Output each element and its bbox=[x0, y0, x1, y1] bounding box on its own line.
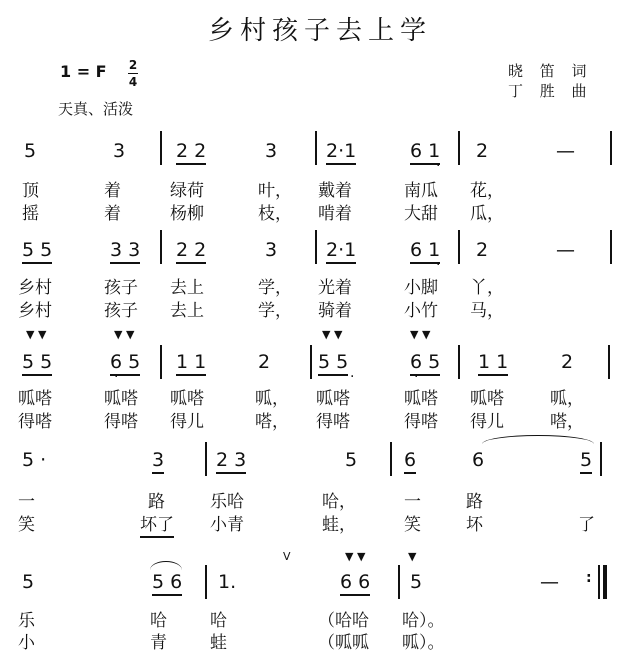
lyric: 路 bbox=[148, 492, 165, 512]
lyric: 杨柳 bbox=[170, 204, 204, 224]
note: 5 bbox=[345, 449, 358, 471]
key-signature: 1 = F bbox=[60, 62, 107, 81]
lyric: 一 bbox=[404, 492, 421, 512]
note: 3 bbox=[152, 449, 164, 474]
note: 5 bbox=[22, 571, 35, 593]
note: 5 5 bbox=[22, 239, 52, 264]
note: 6 1 bbox=[410, 140, 440, 165]
lyric: 学， bbox=[258, 301, 292, 321]
note: — bbox=[540, 571, 559, 593]
lyric: 乡村 bbox=[18, 278, 52, 298]
lyric: 小 bbox=[18, 633, 35, 653]
lyric: 呱， bbox=[550, 389, 584, 409]
lyric: 着 bbox=[104, 181, 121, 201]
note: 1. bbox=[218, 571, 237, 593]
lyric: 大甜 bbox=[404, 204, 438, 224]
note: 3 bbox=[265, 239, 278, 261]
note: 2 bbox=[561, 351, 574, 373]
final-barline bbox=[603, 565, 607, 599]
note: 6 bbox=[472, 449, 485, 471]
accent-mark: ▼ ▼ bbox=[322, 328, 343, 341]
lyric: 得儿 bbox=[470, 412, 504, 432]
lyric: 坏 bbox=[466, 515, 483, 535]
lyric: 得嗒 bbox=[104, 412, 138, 432]
lyric: 哈）。 bbox=[402, 611, 445, 631]
lyric: 蛙， bbox=[322, 515, 356, 535]
tempo-mood: 天真、活泼 bbox=[58, 100, 134, 118]
time-signature-bottom: 4 bbox=[128, 75, 138, 89]
lyric: 马， bbox=[470, 301, 504, 321]
lyricist-credit: 晓 笛 词 bbox=[508, 62, 593, 80]
lyric: （哈哈 bbox=[318, 611, 369, 631]
lyric: 去上 bbox=[170, 278, 204, 298]
lyric: 蛙 bbox=[210, 633, 227, 653]
note: 6 bbox=[404, 449, 416, 474]
lyric: 青 bbox=[150, 633, 167, 653]
note: 5 5 bbox=[318, 351, 348, 376]
note: 2 bbox=[476, 140, 489, 162]
lyric: 摇 bbox=[22, 204, 39, 224]
lyric: 呱嗒 bbox=[18, 389, 52, 409]
song-title: 乡村孩子去上学 bbox=[207, 16, 432, 46]
lyric: 呱）。 bbox=[402, 633, 445, 653]
lyric: 光着 bbox=[318, 278, 352, 298]
lyric: 着 bbox=[104, 204, 121, 224]
lyric: 叶， bbox=[258, 181, 292, 201]
note: 1 1 bbox=[176, 351, 206, 376]
note: 3 bbox=[265, 140, 278, 162]
note: 2 2 bbox=[176, 239, 206, 264]
lyric: 一 bbox=[18, 492, 35, 512]
lyric: 啃着 bbox=[318, 204, 352, 224]
lyric: 绿荷 bbox=[170, 181, 204, 201]
lyric: 丫， bbox=[470, 278, 504, 298]
lyric: 学， bbox=[258, 278, 292, 298]
lyric: 呱嗒 bbox=[104, 389, 138, 409]
lyric: 南瓜 bbox=[404, 181, 438, 201]
note: 5 bbox=[580, 449, 592, 474]
lyric: 哈 bbox=[210, 611, 227, 631]
lyric: 孩子 bbox=[104, 278, 138, 298]
lyric: 坏了 bbox=[140, 510, 174, 538]
note: 2·1 bbox=[326, 239, 356, 264]
lyric: 呱嗒 bbox=[404, 389, 438, 409]
lyric: 笑 bbox=[404, 515, 421, 535]
time-signature-top: 2 bbox=[128, 58, 138, 72]
note: 6 6 bbox=[340, 571, 370, 596]
note: 5 bbox=[410, 571, 423, 593]
lyric: 乡村 bbox=[18, 301, 52, 321]
lyric: 骑着 bbox=[318, 301, 352, 321]
lyric: 嗒， bbox=[255, 412, 289, 432]
note: 2·1 bbox=[326, 140, 356, 165]
note: 5 · bbox=[22, 449, 47, 471]
time-signature bbox=[128, 58, 138, 89]
lyric: 去上 bbox=[170, 301, 204, 321]
note: 3 3 bbox=[110, 239, 140, 264]
lyric: 孩子 bbox=[104, 301, 138, 321]
lyric: 小青 bbox=[210, 515, 244, 535]
composer-credit: 丁 胜 曲 bbox=[508, 82, 593, 100]
lyric: 路 bbox=[466, 492, 483, 512]
lyric: 得嗒 bbox=[316, 412, 350, 432]
lyric: 了 bbox=[578, 515, 595, 535]
lyric: 枝， bbox=[258, 204, 292, 224]
lyric: 小竹 bbox=[404, 301, 438, 321]
note: 2 bbox=[258, 351, 271, 373]
lyric: 嗒， bbox=[550, 412, 584, 432]
lyric: 呱嗒 bbox=[470, 389, 504, 409]
note: 2 3 bbox=[216, 449, 246, 474]
note: 6 1 bbox=[410, 239, 440, 264]
note: 5 bbox=[24, 140, 37, 162]
note: 2 bbox=[476, 239, 489, 261]
repeat-sign: : bbox=[586, 570, 592, 586]
lyric: 哈 bbox=[150, 611, 167, 631]
lyric: 呱， bbox=[255, 389, 289, 409]
lyric: 哈， bbox=[322, 492, 356, 512]
accent-mark: ▼ ▼ bbox=[410, 328, 431, 341]
lyric: 得嗒 bbox=[18, 412, 52, 432]
note: 1 1 bbox=[478, 351, 508, 376]
lyric: 花， bbox=[470, 181, 504, 201]
accent-mark: ▼ ▼ bbox=[26, 328, 47, 341]
lyric: 得嗒 bbox=[404, 412, 438, 432]
lyric: 乐 bbox=[18, 611, 35, 631]
accent-mark: V bbox=[283, 550, 291, 563]
accent-mark: ▼ bbox=[408, 550, 417, 563]
lyric: 瓜， bbox=[470, 204, 504, 224]
lyric: （呱呱 bbox=[318, 633, 369, 653]
lyric: 呱嗒 bbox=[170, 389, 204, 409]
lyric: 顶 bbox=[22, 181, 39, 201]
note: 5 5 bbox=[22, 351, 52, 376]
accent-mark: ▼ ▼ bbox=[114, 328, 135, 341]
accent-mark: ▼ ▼ bbox=[345, 550, 366, 563]
note: — bbox=[556, 140, 575, 162]
note: 2 2 bbox=[176, 140, 206, 165]
note: — bbox=[556, 239, 575, 261]
lyric: 小脚 bbox=[404, 278, 438, 298]
lyric: 笑 bbox=[18, 515, 35, 535]
lyric: 戴着 bbox=[318, 181, 352, 201]
lyric: 呱嗒 bbox=[316, 389, 350, 409]
lyric: 乐哈 bbox=[210, 492, 244, 512]
lyric: 得儿 bbox=[170, 412, 204, 432]
note: 5 6 bbox=[152, 571, 182, 596]
note: 6 5 bbox=[110, 351, 140, 376]
note: 3 bbox=[113, 140, 126, 162]
note: 6 5 bbox=[410, 351, 440, 376]
